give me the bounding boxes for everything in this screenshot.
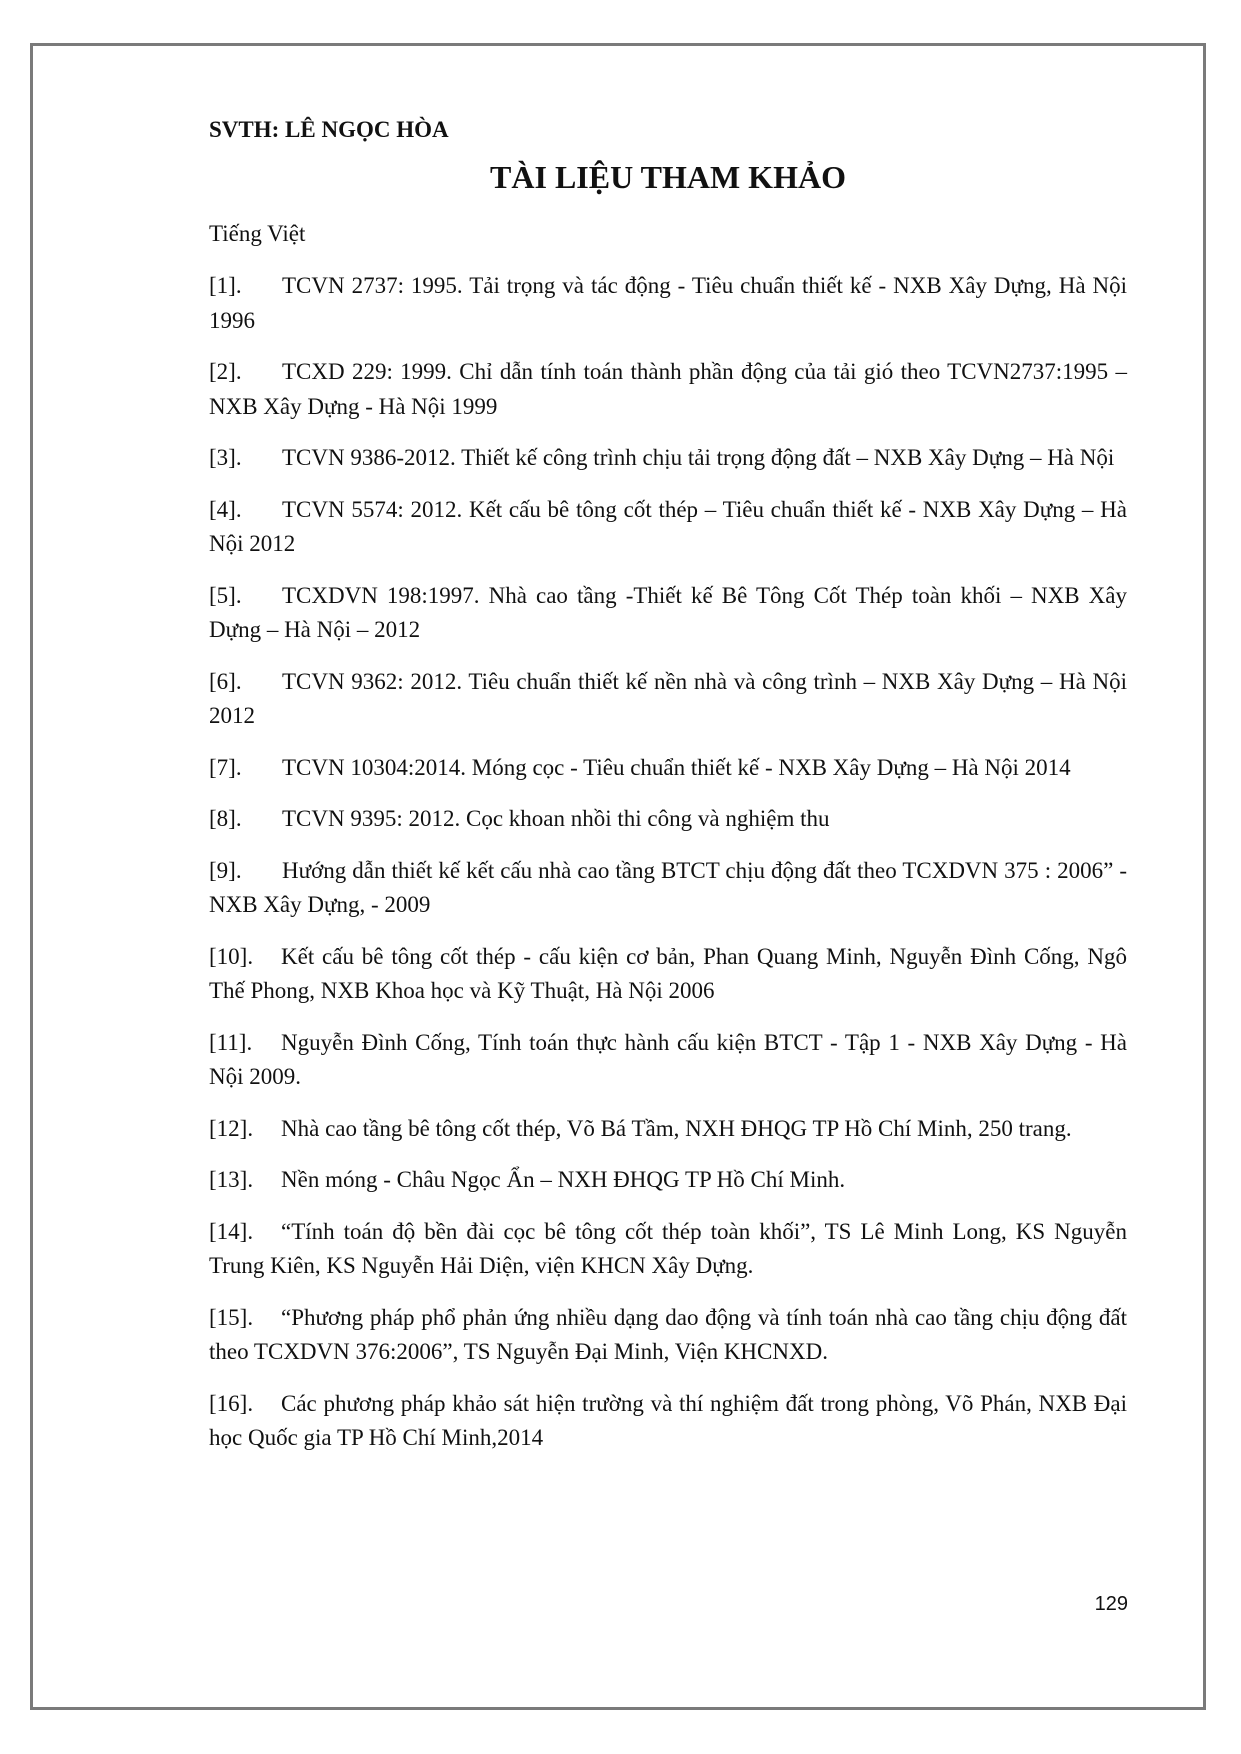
page-title: TÀI LIỆU THAM KHẢO — [490, 159, 846, 195]
reference-number: [12]. — [209, 1115, 254, 1141]
reference-item-6 — [209, 665, 1127, 734]
reference-number: [14]. — [209, 1218, 254, 1244]
reference-item-13 — [209, 1163, 1127, 1198]
reference-text: Hướng dẫn thiết kế kết cấu nhà cao tầng BTCT chịu động đất theo TCXDVN 375 : 2006” - NXB Xây Dựng, - 2009 — [209, 857, 1127, 917]
reference-item-8 — [209, 802, 1127, 837]
reference-text: Nền móng - Châu Ngọc Ẩn – NXH ĐHQG TP Hồ Chí Minh. — [281, 1167, 846, 1192]
reference-text: “Phương pháp phổ phản ứng nhiều dạng dao động và tính toán nhà cao tầng chịu động đất theo TCXDVN 376:2006”, TS Nguyễn Đại Minh, Viện KHCNXD. — [209, 1304, 1127, 1364]
reference-number: [6]. — [209, 668, 242, 694]
reference-text: TCVN 5574: 2012. Kết cấu bê tông cốt thép – Tiêu chuẩn thiết kế - NXB Xây Dựng – Hà Nội 2012 — [209, 496, 1127, 556]
reference-number: [13]. — [209, 1167, 254, 1192]
reference-text: “Tính toán độ bền đài cọc bê tông cốt thép toàn khối”, TS Lê Minh Long, KS Nguyễn Trung Kiên, KS Nguyễn Hải Diện, viện KHCN Xây Dựng. — [209, 1218, 1127, 1278]
reference-item-10 — [209, 940, 1127, 1009]
document-body — [209, 115, 1127, 1473]
reference-text: TCVN 2737: 1995. Tải trọng và tác động - Tiêu chuẩn thiết kế - NXB Xây Dựng, Hà Nội 1996 — [209, 273, 1127, 333]
reference-item-2 — [209, 355, 1127, 424]
reference-text: TCVN 9386-2012. Thiết kế công trình chịu tải trọng động đất – NXB Xây Dựng – Hà Nội — [282, 445, 1115, 470]
reference-item-4 — [209, 493, 1127, 562]
reference-number: [15]. — [209, 1304, 254, 1330]
reference-item-14 — [209, 1215, 1127, 1284]
reference-number: [8]. — [209, 806, 242, 831]
reference-item-15 — [209, 1301, 1127, 1370]
author-line: SVTH: LÊ NGỌC HÒA — [209, 117, 449, 142]
reference-item-9 — [209, 854, 1127, 923]
reference-list — [209, 269, 1127, 1456]
reference-text: TCXDVN 198:1997. Nhà cao tầng -Thiết kế Bê Tông Cốt Thép toàn khối – NXB Xây Dựng – Hà Nội – 2012 — [209, 582, 1127, 642]
reference-text: Nguyễn Đình Cống, Tính toán thực hành cấu kiện BTCT - Tập 1 - NXB Xây Dựng - Hà Nội 2009. — [209, 1029, 1127, 1089]
reference-item-5 — [209, 579, 1127, 648]
reference-text: TCVN 10304:2014. Móng cọc - Tiêu chuẩn thiết kế - NXB Xây Dựng – Hà Nội 2014 — [282, 754, 1071, 780]
reference-text: TCVN 9362: 2012. Tiêu chuẩn thiết kế nền nhà và công trình – NXB Xây Dựng – Hà Nội 2012 — [209, 668, 1127, 728]
section-label: Tiếng Việt — [209, 221, 306, 246]
reference-number: [2]. — [209, 359, 242, 384]
reference-text: Nhà cao tầng bê tông cốt thép, Võ Bá Tầm, NXH ĐHQG TP Hồ Chí Minh, 250 trang. — [281, 1115, 1072, 1141]
reference-text: TCXD 229: 1999. Chỉ dẫn tính toán thành phần động của tải gió theo TCVN2737:1995 – NXB Xây Dựng - Hà Nội 1999 — [209, 359, 1127, 419]
reference-item-11 — [209, 1026, 1127, 1095]
reference-number: [1]. — [209, 273, 242, 298]
reference-number: [9]. — [209, 857, 242, 883]
reference-number: [4]. — [209, 496, 242, 522]
reference-item-7 — [209, 751, 1127, 786]
reference-number: [10]. — [209, 943, 254, 969]
reference-text: Kết cấu bê tông cốt thép - cấu kiện cơ bản, Phan Quang Minh, Nguyễn Đình Cống, Ngô Thế Phong, NXB Khoa học và Kỹ Thuật, Hà Nội 2006 — [209, 943, 1127, 1003]
reference-item-1 — [209, 269, 1127, 338]
reference-number: [11]. — [209, 1029, 253, 1055]
page-number: 129 — [1094, 1593, 1128, 1615]
reference-number: [3]. — [209, 445, 242, 470]
reference-item-12 — [209, 1112, 1127, 1147]
reference-number: [5]. — [209, 582, 242, 608]
reference-item-16 — [209, 1387, 1127, 1456]
reference-number: [7]. — [209, 754, 242, 780]
reference-text: Các phương pháp khảo sát hiện trường và thí nghiệm đất trong phòng, Võ Phán, NXB Đại học Quốc gia TP Hồ Chí Minh,2014 — [209, 1390, 1127, 1450]
reference-item-3 — [209, 441, 1127, 476]
reference-text: TCVN 9395: 2012. Cọc khoan nhồi thi công và nghiệm thu — [282, 806, 830, 831]
reference-number: [16]. — [209, 1390, 254, 1416]
